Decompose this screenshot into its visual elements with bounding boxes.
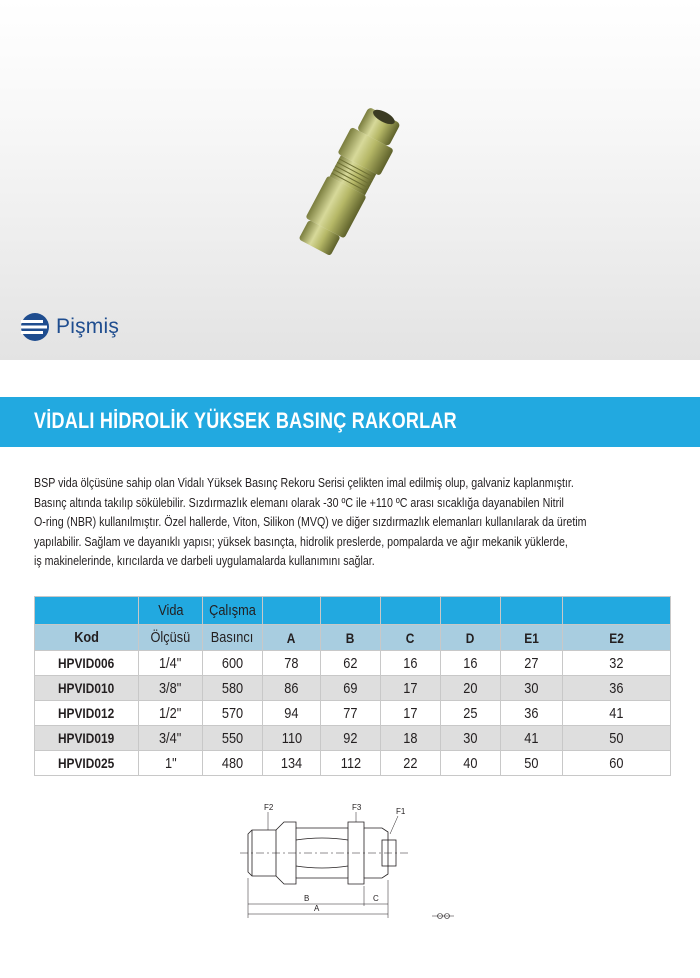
table-cell: HPVID019 xyxy=(35,726,139,751)
description-line: Basınç altında takılıp sökülebilir. Sızdırmazlık elemanı olarak -30 ºC ile +110 ºC arası sıcaklığa dayanabilen Nitril xyxy=(34,494,564,510)
header-cell xyxy=(35,597,139,625)
table-cell: 92 xyxy=(321,726,381,751)
table-cell: 69 xyxy=(321,676,381,701)
description-line: BSP vida ölçüsüne sahip olan Vidalı Yüksek Basınç Rekoru Serisi çelikten imal edilmiş olup, galvaniz kaplanmıştır. xyxy=(34,475,574,490)
description-line: yapılabilir. Sağlam ve dayanıklı yapısı; yüksek basınçta, hidrolik preslerde, pompalarda ve ağır mekanik yüklerde, xyxy=(34,533,568,549)
header-cell: A xyxy=(263,625,321,651)
product-description xyxy=(34,473,657,571)
header-cell xyxy=(563,597,671,625)
table-cell: 1/2" xyxy=(139,701,203,726)
table-cell: 22 xyxy=(381,751,441,776)
table-cell: 600 xyxy=(203,651,263,676)
table-cell: 41 xyxy=(563,701,671,726)
table-cell: 16 xyxy=(381,651,441,676)
table-cell: 94 xyxy=(263,701,321,726)
table-cell: HPVID006 xyxy=(35,651,139,676)
table-cell: 41 xyxy=(501,726,563,751)
table-cell: 3/4" xyxy=(139,726,203,751)
table-cell: 36 xyxy=(563,676,671,701)
header-cell: Vida xyxy=(139,597,203,625)
table-cell: 30 xyxy=(501,676,563,701)
table-cell: 50 xyxy=(501,751,563,776)
table-cell: 16 xyxy=(441,651,501,676)
table-cell: 570 xyxy=(203,701,263,726)
header-cell xyxy=(501,597,563,625)
table-header-bottom xyxy=(35,625,671,651)
table-cell: 86 xyxy=(263,676,321,701)
projection-symbol-icon xyxy=(432,914,454,919)
table-row xyxy=(35,701,671,726)
header-cell: Kod xyxy=(35,625,139,651)
description-line: O-ring (NBR) kullanılmıştır. Özel hallerde, Viton, Silikon (MVQ) ve diğer sızdırmazlık elemanları kullanılarak da üretim xyxy=(34,514,587,529)
hero-section xyxy=(0,0,700,360)
brand xyxy=(20,310,119,344)
table-cell: 1/4" xyxy=(139,651,203,676)
table-cell: 30 xyxy=(441,726,501,751)
table-cell: 78 xyxy=(263,651,321,676)
table-row xyxy=(35,676,671,701)
label-f3: F3 xyxy=(352,803,362,812)
header-cell: B xyxy=(321,625,381,651)
header-cell xyxy=(321,597,381,625)
label-a: A xyxy=(314,904,320,913)
table-row xyxy=(35,751,671,776)
page-title: VİDALI HİDROLİK YÜKSEK BASINÇ RAKORLAR xyxy=(34,408,457,433)
specification-table xyxy=(34,596,671,776)
header-cell: Çalışma xyxy=(203,597,263,625)
table-header-top xyxy=(35,597,671,625)
header-cell: Basıncı xyxy=(203,625,263,651)
header-cell: D xyxy=(441,625,501,651)
header-cell: E2 xyxy=(563,625,671,651)
table-cell: HPVID012 xyxy=(35,701,139,726)
label-b: B xyxy=(304,894,310,903)
table-cell: 17 xyxy=(381,676,441,701)
table-cell: 3/8" xyxy=(139,676,203,701)
header-cell: Ölçüsü xyxy=(139,625,203,651)
header-cell xyxy=(381,597,441,625)
table-cell: 480 xyxy=(203,751,263,776)
table-cell: 20 xyxy=(441,676,501,701)
header-cell: C xyxy=(381,625,441,651)
table-cell: 77 xyxy=(321,701,381,726)
pismis-logo-icon xyxy=(20,312,50,342)
table-cell: 25 xyxy=(441,701,501,726)
table-cell: 60 xyxy=(563,751,671,776)
brand-name: Pişmiş xyxy=(56,315,120,338)
table-cell: HPVID010 xyxy=(35,676,139,701)
table-row xyxy=(35,651,671,676)
label-f1: F1 xyxy=(396,807,406,816)
hydraulic-coupling-photo xyxy=(290,105,410,265)
technical-drawing xyxy=(240,798,470,928)
label-c: C xyxy=(373,894,379,903)
header-cell: E1 xyxy=(501,625,563,651)
table-cell: 32 xyxy=(563,651,671,676)
table-cell: 36 xyxy=(501,701,563,726)
table-cell: 550 xyxy=(203,726,263,751)
header-cell xyxy=(441,597,501,625)
table-cell: 27 xyxy=(501,651,563,676)
table-cell: 1" xyxy=(139,751,203,776)
table-cell: 134 xyxy=(263,751,321,776)
table-cell: 62 xyxy=(321,651,381,676)
table-cell: 110 xyxy=(263,726,321,751)
table-cell: 17 xyxy=(381,701,441,726)
table-cell: 580 xyxy=(203,676,263,701)
table-row xyxy=(35,726,671,751)
table-cell: 50 xyxy=(563,726,671,751)
header-cell xyxy=(263,597,321,625)
label-f2: F2 xyxy=(264,803,274,812)
table-cell: 18 xyxy=(381,726,441,751)
table-cell: 112 xyxy=(321,751,381,776)
table-cell: HPVID025 xyxy=(35,751,139,776)
title-banner xyxy=(0,397,700,447)
description-line: iş makinelerinde, kırıcılarda ve darbeli uygulamalarda kullanımını sağlar. xyxy=(34,553,375,568)
table-cell: 40 xyxy=(441,751,501,776)
